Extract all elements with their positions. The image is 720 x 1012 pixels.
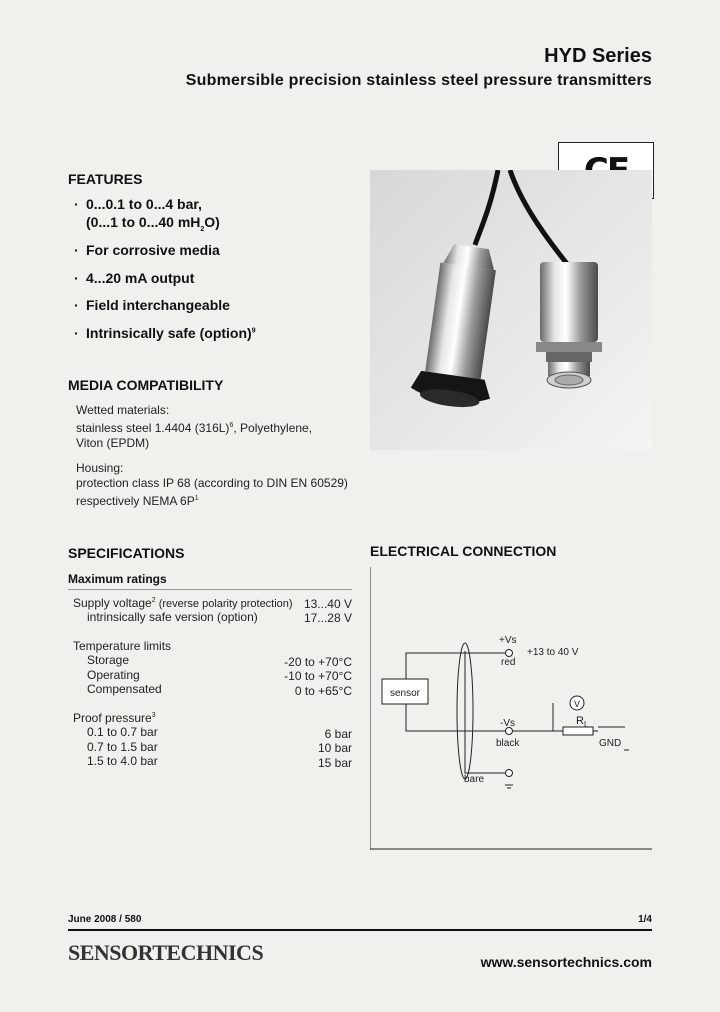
proof-range: 0.7 to 1.5 bar: [87, 740, 158, 754]
electrical-connection-heading: ELECTRICAL CONNECTION: [370, 543, 557, 559]
specifications-heading: SPECIFICATIONS: [68, 545, 185, 561]
red-label: red: [501, 657, 516, 668]
intrinsically-safe-label: intrinsically safe version (option): [87, 610, 258, 624]
proof-value: 6 bar: [324, 727, 352, 741]
proof-range: 1.5 to 4.0 bar: [87, 754, 158, 768]
wiring-diagram: [370, 567, 652, 850]
product-photo: [370, 170, 652, 450]
bare-label: bare: [464, 774, 485, 785]
compensated-label: Compensated: [87, 682, 162, 696]
divider: [68, 589, 352, 590]
feature-item-range-water: (0...1 to 0...40 $mH_2O$): [86, 214, 220, 233]
page-title: HYD Series: [544, 45, 652, 67]
operating-value: -10 to +70°C: [284, 669, 352, 683]
storage-label: Storage: [87, 653, 130, 667]
gnd-label: GND: [599, 738, 622, 749]
feature-item-corrosive: · For corrosive media: [74, 242, 220, 258]
wetted-materials: Wetted materials: stainless steel 1.4404 $(316L)^6$, Polyethylene, Viton (EPDM): [76, 403, 313, 450]
proof-pressure-heading: Proof pressure$^3$: [73, 711, 156, 725]
proof-value: 10 bar: [317, 741, 352, 755]
proof-value: 15 bar: [317, 756, 352, 770]
page-number: 1/4: [638, 914, 652, 925]
supply-voltage-value: 13...40 V: [303, 597, 352, 611]
proof-range: 0.1 to 0.7 bar: [87, 725, 158, 739]
feature-item-interchangeable: · Field interchangeable: [74, 297, 230, 313]
vs-minus-label: -Vs: [500, 718, 515, 729]
feature-item-output: · 4...20 mA output: [74, 270, 195, 286]
supply-range-label: +13 to 40 V: [527, 647, 579, 658]
operating-label: Operating: [87, 668, 140, 682]
housing-info: Housing: protection class IP 68 (according to DIN EN 60529) respectively NEMA $6P^1$: [76, 461, 348, 508]
load-resistor-label: R: [576, 715, 584, 727]
temperature-limits-heading: Temperature limits: [73, 639, 172, 653]
features-heading: FEATURES: [68, 171, 143, 187]
black-label: black: [496, 738, 520, 749]
media-heading: MEDIA COMPATIBILITY: [68, 377, 224, 393]
compensated-value: 0 to +65°C: [294, 684, 352, 698]
supply-voltage-label: Supply voltage$^2$ (reverse polarity protection): [73, 596, 293, 610]
document-date: June 2008 / 580: [68, 914, 142, 925]
voltmeter-icon: V: [573, 699, 581, 709]
page-subtitle: Submersible precision stainless steel pressure transmitters: [185, 72, 652, 89]
sensor-label: sensor: [389, 688, 421, 699]
footer-divider: [68, 929, 652, 931]
svg-text:RL: [576, 715, 589, 729]
storage-value: -20 to +70°C: [284, 655, 352, 669]
vs-plus-label: +Vs: [499, 635, 517, 646]
intrinsically-safe-value: 17...28 V: [303, 611, 352, 625]
feature-item-range: · 0...0.1 to 0...4 bar,: [74, 196, 202, 212]
company-logo: SENSORTECHNICS: [68, 940, 264, 965]
load-resistor-subscript: L: [583, 720, 589, 729]
website-link[interactable]: www.sensortechnics.com: [480, 954, 652, 970]
feature-item-intrinsically-safe: · Intrinsically safe (option)$^9$: [74, 325, 256, 341]
maximum-ratings-label: Maximum ratings: [68, 572, 167, 586]
